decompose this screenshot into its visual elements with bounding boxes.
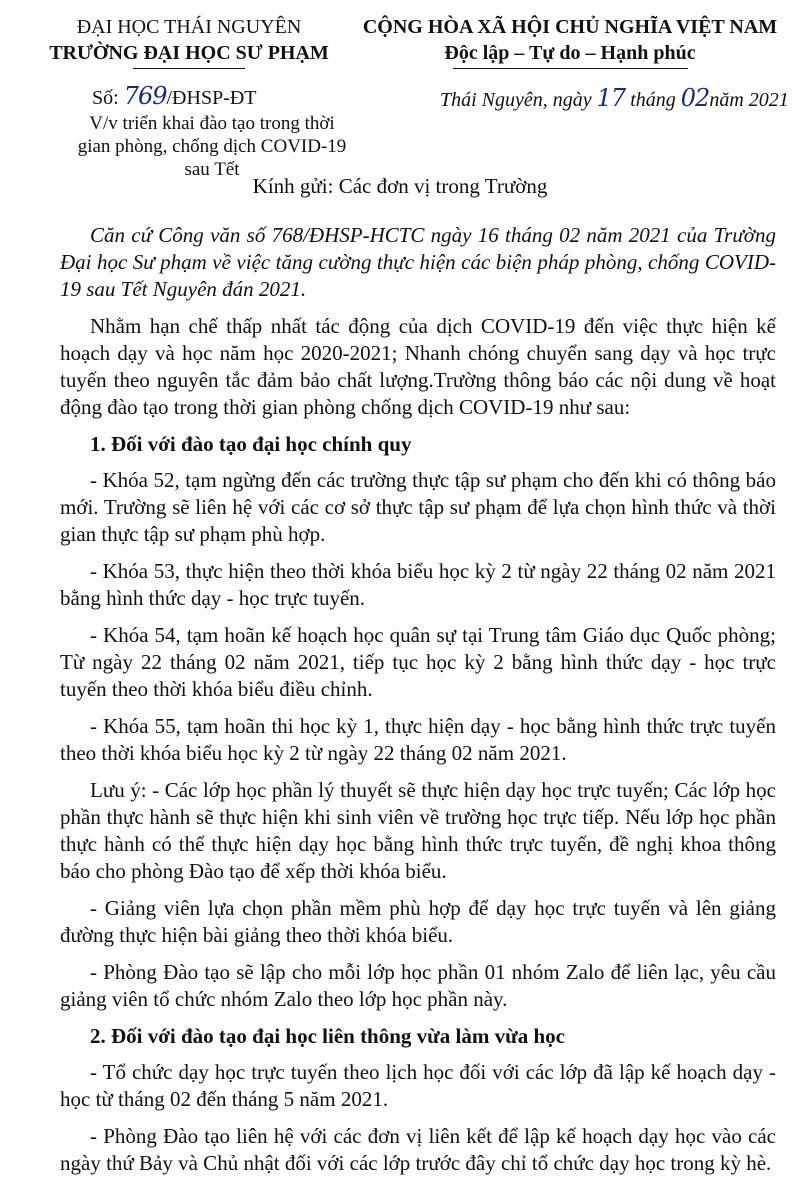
paragraph-zalo-groups: - Phòng Đào tạo sẽ lập cho mỗi lớp học phần 01 nhóm Zalo để liên lạc, yêu cầu giảng viên tổ chức nhóm Zalo theo lớp học phần này. [60,960,776,1011]
document-body [60,222,776,1187]
handwritten-day: 17 [596,84,626,112]
motto-underline [453,68,688,69]
place-date-prefix: Thái Nguyên, ngày [440,89,592,111]
purpose-paragraph: Nhằm hạn chế thấp nhất tác động của dịch COVID-19 đến việc thực hiện kế hoạch dạy và học năm học 2020-2021; Nhanh chóng chuyển sang dạy và học trực tuyến theo nguyên tắc đảm bảo chất lượng.Trường thông báo các nội dung về hoạt động đào tạo trong thời gian phòng chống dịch COVID-19 như sau: [60,314,776,419]
paragraph-online-schedule: - Tổ chức dạy học trực tuyến theo lịch học đối với các lớp đã lập kế hoạch dạy - học từ tháng 02 đến tháng 5 năm 2021. [60,1060,776,1111]
document-number [92,82,257,110]
place-and-date [440,84,789,112]
issuing-organization: TRƯỜNG ĐẠI HỌC SƯ PHẠM [49,42,329,64]
paragraph-weekend-planning: - Phòng Đào tạo liên hệ với các đơn vị liên kết để lập kế hoạch dạy học vào các ngày thứ Bảy và Chủ nhật đối với các lớp trước đây chỉ tổ chức dạy học trong kỳ hè. [60,1124,776,1175]
document-subject: V/v triển khai đào tạo trong thời gian phòng, chống dịch COVID-19 sau Tết [77,113,347,180]
legal-basis-paragraph: Căn cứ Công văn số 768/ĐHSP-HCTC ngày 16 tháng 02 năm 2021 của Trường Đại học Sư phạm về việc tăng cường thực hiện các biện pháp phòng, chống COVID-19 sau Tết Nguyên đán 2021. [60,223,776,301]
issuer-block [44,14,334,69]
paragraph-course-53: - Khóa 53, thực hiện theo thời khóa biểu học kỳ 2 từ ngày 22 tháng 02 năm 2021 bằng hình thức dạy - học trực tuyến. [60,559,776,610]
national-motto: Độc lập – Tự do – Hạnh phúc [444,42,696,64]
parent-organization: ĐẠI HỌC THÁI NGUYÊN [76,16,302,38]
recipient-line: Kính gửi: Các đơn vị trong Trường [252,174,548,198]
section-heading-regular-training: 1. Đối với đào tạo đại học chính quy [90,432,412,456]
country-name: CỘNG HÒA XÃ HỘI CHỦ NGHĨA VIỆT NAM [362,16,778,38]
year-label: năm 2021 [709,89,789,111]
month-label: tháng [630,89,676,111]
paragraph-course-55: - Khóa 55, tạm hoãn thi học kỳ 1, thực hiện dạy - học bằng hình thức trực tuyến theo thời khóa biểu học kỳ 2 từ ngày 22 tháng 02 năm 2021. [60,714,776,765]
document-number-label: Số: [92,87,119,109]
section-heading-part-time-training: 2. Đối với đào tạo đại học liên thông vừa làm vừa học [90,1024,565,1048]
handwritten-month: 02 [680,84,710,112]
paragraph-course-54: - Khóa 54, tạm hoãn kế hoạch học quân sự tại Trung tâm Giáo dục Quốc phòng; Từ ngày 22 tháng 02 năm 2021, tiếp tục học kỳ 2 bằng hình thức dạy - học trực tuyến theo thời khóa biểu điều chỉnh. [60,623,776,701]
national-motto-block [350,14,790,69]
paragraph-course-52: - Khóa 52, tạm ngừng đến các trường thực tập sư phạm cho đến khi có thông báo mới. Trường sẽ liên hệ với các cơ sở thực tập sư phạm để lựa chọn hình thức và thời gian thực tập sư phạm phù hợp. [60,468,776,546]
handwritten-document-number: 769 [123,82,167,110]
issuer-underline [133,68,245,69]
document-number-suffix: /ĐHSP-ĐT [166,87,257,109]
paragraph-lecturers: - Giảng viên lựa chọn phần mềm phù hợp để dạy học trực tuyến và lên giảng đường thực hiện bài giảng theo thời khóa biểu. [60,896,776,947]
paragraph-note: Lưu ý: - Các lớp học phần lý thuyết sẽ thực hiện dạy học trực tuyến; Các lớp học phần thực hành sẽ thực hiện khi sinh viên về trường học trực tiếp. Nếu lớp học phần thực hành có thể thực hiện dạy học bằng hình thức trực tuyến, đề nghị khoa thông báo cho phòng Đào tạo để xếp thời khóa biểu. [60,778,776,883]
